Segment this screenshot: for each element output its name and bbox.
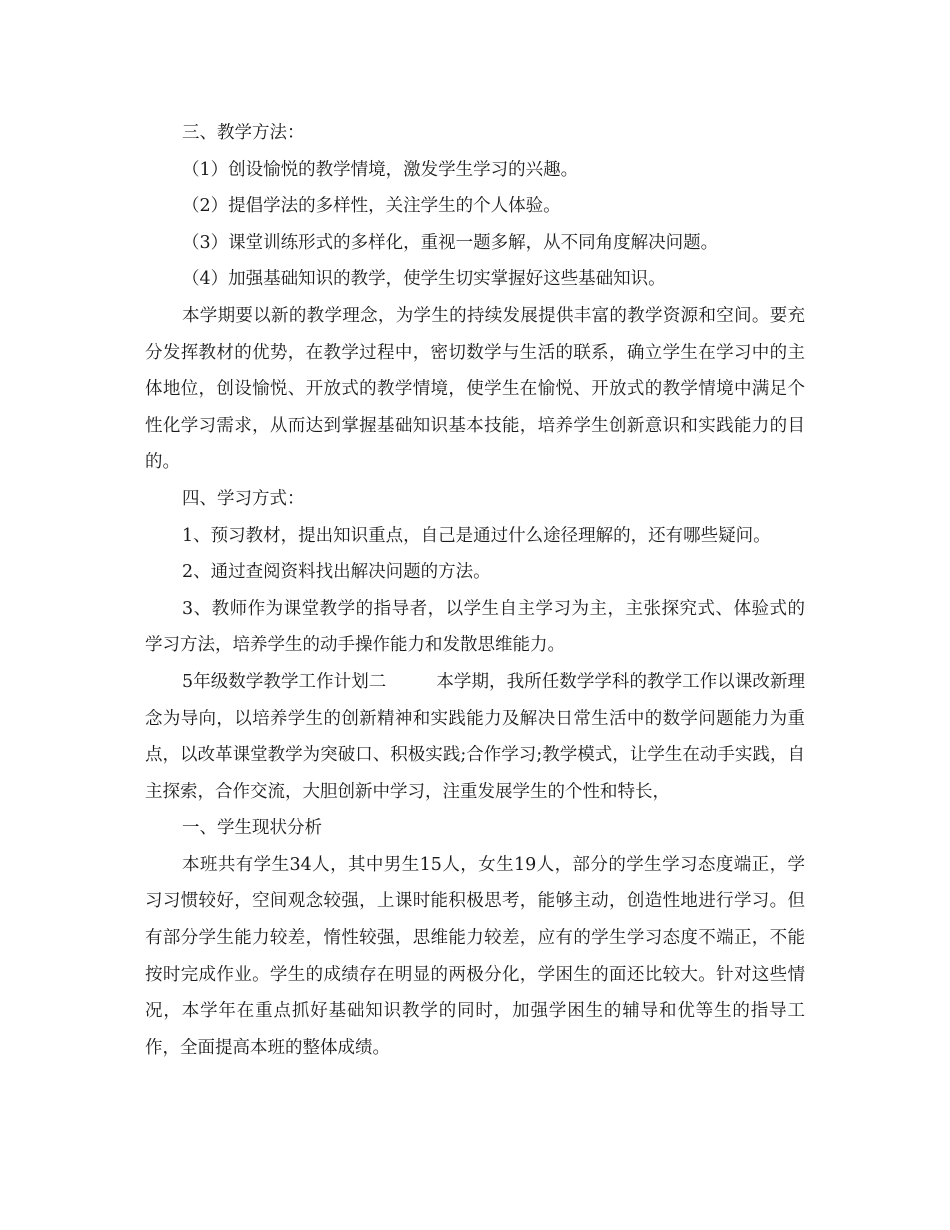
plan-two-title: 5年级数学教学工作计划二 [182,671,387,692]
paragraph-student-analysis: 本班共有学生34人，其中男生15人，女生19人，部分的学生学习态度端正，学习习惯较好，空间观念较强，上课时能积极思考，能够主动，创造性地进行学习。但有部分学生能力较差，惰性较强，思维能力较差，应有的学生学习态度不端正，不能按时完成作业。学生的成绩存在明显的两极分化，学困生的面还比较大。针对这些情况，本学年在重点抓好基础知识教学的同时，加强学困生的辅导和优等生的指导工作，全面提高本班的整体成绩。 [145,854,805,1058]
document-body [145,115,805,1066]
learning-item-2: 2、通过查阅资料找出解决问题的方法。 [182,562,491,583]
method-item-4: （4）加强基础知识的教学，使学生切实掌握好这些基础知识。 [182,269,666,290]
method-item-1: （1）创设愉悦的教学情境，激发学生学习的兴趣。 [182,159,579,180]
section-heading-learning-methods: 四、学习方式： [182,488,305,509]
method-item-3: （3）课堂训练形式的多样化，重视一题多解，从不同角度解决问题。 [182,232,719,253]
learning-item-3: 3、教师作为课堂教学的指导者，以学生自主学习为主，主张探究式、体验式的学习方法，培养学生的动手操作能力和发散思维能力。 [145,598,805,656]
method-item-2: （2）提倡学法的多样性，关注学生的个人体验。 [182,196,561,217]
paragraph-semester-goals: 本学期要以新的教学理念，为学生的持续发展提供丰富的教学资源和空间。要充分发挥教材的优势，在教学过程中，密切数学与生活的联系，确立学生在学习中的主体地位，创设愉悦、开放式的教学情境，使学生在愉悦、开放式的教学情境中满足个性化学习需求，从而达到掌握基础知识基本技能，培养学生创新意识和实践能力的目的。 [145,305,805,473]
section-heading-teaching-methods: 三、教学方法： [182,123,305,143]
learning-item-1: 1、预习教材，提出知识重点，自己是通过什么途径理解的，还有哪些疑问。 [182,525,771,546]
section-heading-student-analysis: 一、学生现状分析 [182,818,322,839]
plan-two-intro: 本学期，我所任数学学科的教学工作以课改新理念为导向，以培养学生的创新精神和实践能力及解决日常生活中的数学问题能力为重点，以改革课堂教学为突破口、积极实践;合作学习;教学模式，让学生在动手实践，自主探索，合作交流，大胆创新中学习，注重发展学生的个性和特长， [145,671,805,802]
plan-two-paragraph [145,664,805,810]
